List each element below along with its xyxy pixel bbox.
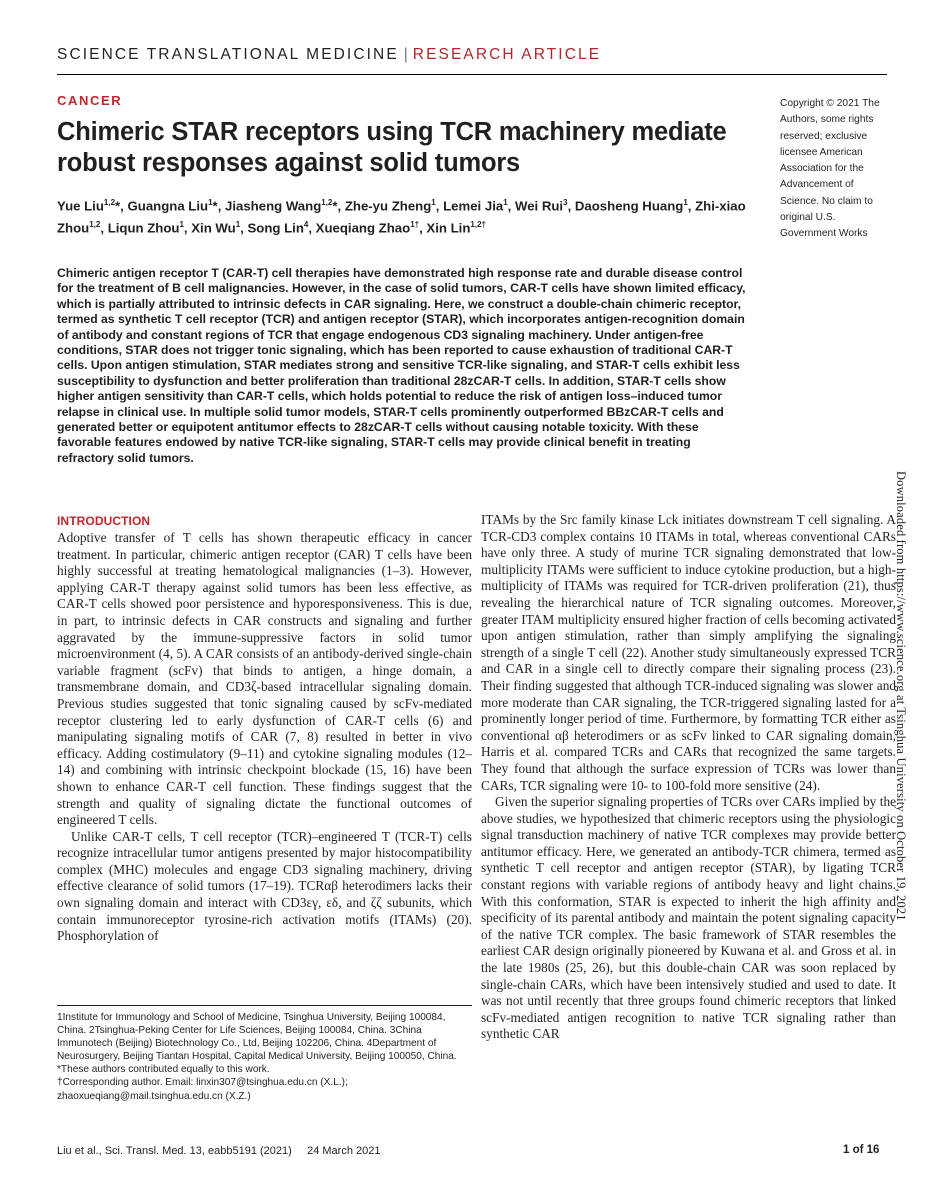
journal-header [57, 46, 601, 64]
author-affiliation-mark: 1,2† [470, 220, 486, 230]
abstract-text: Chimeric antigen receptor T (CAR-T) cell therapies have demonstrated high response rate and durable disease control for the treatment of B cell malignancies. However, in the case of solid tumors, CAR-T cells have shown limited efficacy, which is partially attributed to intrinsic defects in CAR signaling. Here, we construct a double-chain chimeric receptor, termed as synthetic T cell receptor (TCR) and antigen receptor (STAR), which incorporates antigen-recognition domain of antibody and constant regions of TCR that engage endogenous CD3 signaling machinery. Under antigen-free conditions, STAR does not trigger tonic signaling, which has been reported to cause exhaustion of traditional CAR-T cells. Upon antigen stimulation, STAR mediates strong and sensitive TCR-like signaling, and STAR-T cells exhibit less susceptibility to dysfunction and better proliferation than traditional 28zCAR-T cells. In addition, STAR-T cells show higher antigen sensitivity than CAR-T cells, which holds potential to reduce the risk of antigen loss–induced tumor relapse in clinical use. In multiple solid tumor models, STAR-T cells prominently outperformed BBzCAR-T cells and generated better or equipotent antitumor effects to 28zCAR-T cells without causing notable toxicity. With these favorable features endowed by native TCR-like signaling, STAR-T cells may provide clinical benefit in treating refractory solid tumors. [57, 266, 746, 465]
author-name: Xueqiang Zhao [315, 220, 411, 236]
section-tag: CANCER [57, 93, 123, 108]
corresponding-author-footnote: †Corresponding author. Email: linxin307@tsinghua.edu.cn (X.L.); zhaoxueqiang@mail.tsinghua.edu.cn (X.Z.) [57, 1077, 348, 1102]
header-separator: | [403, 46, 408, 63]
author-name: Guangna Liu [127, 198, 209, 214]
page-number: 1 of 16 [843, 1144, 880, 1156]
author-list: Yue Liu$^{1,2}$*, Guangna Liu$^1$*, Jiasheng Wang$^{1,2}$*, Zhe-yu Zheng$^1$, Lemei Jia$^1$, Wei Rui$^3$, Daosheng Huang$^1$, Zhi-xiao Zhou$^{1,2}$, Liqun Zhou$^1$, Xin Wu$^1$, Song Lin$^4$, Xueqiang Zhao$^{1\dagger}$, Xin Lin$^{1,2\dagger}$ [57, 198, 746, 236]
body-column-left [57, 512, 472, 945]
author-affiliation-mark: 1 [431, 198, 436, 207]
author-affiliation-mark: 1,2 [103, 198, 116, 207]
affiliations-footnote: 1Institute for Immunology and School of Medicine, Tsinghua University, Beijing 100084, China. 2Tsinghua-Peking Center for Life Sciences, Beijing 100084, China. 3China Immunotech (Beijing) Biotechnology Co., Ltd, Beijing 102206, China. 4Department of Neurosurgery, Beijing Tiantan Hospital, Capital Medical University, Beijing 100050, China. [57, 1012, 457, 1063]
author-affiliation-mark: 1 [235, 220, 241, 230]
header-rule [57, 74, 887, 75]
footnotes [57, 1011, 475, 1103]
article-type: RESEARCH ARTICLE [412, 46, 602, 63]
footer-citation: Liu et al., Sci. Transl. Med. 13, eabb5191 (2021) 24 March 2021 [57, 1145, 381, 1157]
author-equal-mark: * [115, 198, 121, 214]
author-affiliation-mark: 1 [503, 198, 508, 207]
author-name: Xin Lin [426, 220, 471, 236]
body-paragraph: Unlike CAR-T cells, T cell receptor (TCR)–engineered T (TCR-T) cells recognize intracellular tumor antigens presented by major histocompatibility complex (MHC) molecules and engage CD3 signaling machinery, driving effective clearance of solid tumors (17–19). TCRαβ heterodimers lacks their own signaling domain and interact with CD3εγ, εδ, and ζζ subunits, which contain immunoreceptor tyrosine-rich activation motifs (ITAMs) (20). Phosphorylation of [57, 828, 472, 944]
author-affiliation-mark: 1,2 [321, 198, 333, 207]
author-affiliation-mark: 1 [208, 198, 213, 207]
body-paragraph: Adoptive transfer of T cells has shown therapeutic efficacy in cancer treatment. In particular, chimeric antigen receptor (CAR) T cells have been highly successful at treating hematological malignancies (1–3). However, applying CAR-T therapy against solid tumors has been less effective, as CAR-T cells showed poor persistence and hyporesponsiveness. This is due, in part, to intrinsic defects in CAR constructs and signaling and further aggravated by the immune-suppressive factors in solid tumor microenvironment (4, 5). A CAR consists of an antibody-derived single-chain variable fragment (scFv) that binds to antigen, a hinge domain, a transmembrane domain, and CD3ζ-based intracellular signaling domain. Previous studies suggested that tonic signaling caused by scFv-mediated receptor clustering led to early dysfunction of CAR-T cells (6) and manipulating signaling motifs of CAR (7, 8) resulted in better in vivo efficacy. Adding costimulatory (9–11) and cytokine signaling modules (12–14) and combining with intrinsic checkpoint blockade (15, 16) have been shown to enhance CAR-T cell function. These findings suggest that the strength and quality of signaling dictate the functional outcomes of engineered T cells. [57, 530, 472, 828]
abstract [57, 266, 749, 466]
introduction-heading: INTRODUCTION [57, 514, 151, 528]
download-side-note: Downloaded from https://www.science.org at Tsinghua University on October 19, 2021 [894, 471, 908, 921]
author-affiliation-mark: 4 [303, 220, 309, 230]
author-name: Liqun Zhou [107, 220, 180, 236]
author-name: Xin Wu [191, 220, 236, 236]
author-name: Zhi-xiao Zhou [57, 198, 746, 236]
author-affiliation-mark: 3 [563, 198, 568, 207]
body-paragraph: ITAMs by the Src family kinase Lck initiates downstream T cell signaling. A TCR-CD3 complex contains 10 ITAMs in total, whereas conventional CARs have only three. A study of murine TCR signaling demonstrated that low-multiplicity ITAMs were sufficient to induce cytokine production, but a high-multiplicity of ITAMs was required for TCR-driven proliferation (21), thus revealing the hierarchical nature of TCR signaling outcomes. Moreover, greater ITAM multiplicity ensured higher fraction of cells becoming activated upon antigen stimulation, rather than simply amplifying the signaling strength of a single T cell (22). Another study simultaneously expressed TCR and CAR in a single cell to directly compare their signaling process (23). Their finding suggested that although TCR-induced signaling was slower and more moderate than CAR signaling, the TCR-triggered signaling lasted for a prominently longer period of time. Furthermore, by formatting TCR either as conventional αβ heterodimers or as scFv linked to CAR signaling domain, Harris et al. compared TCRs and CARs that recognized the same targets. They found that although the surface expression of TCRs was lower than CARs, TCR signaling were 10- to 100-fold more sensitive (24). [481, 512, 896, 793]
author-name: Song Lin [247, 220, 304, 236]
author-affiliation-mark: 1 [683, 198, 688, 207]
copyright-notice: Copyright © 2021 The Authors, some rights reserved; exclusive licensee American Association for the Advancement of Science. No claim to original U.S. Government Works [780, 98, 880, 240]
footnote-rule [57, 1005, 472, 1006]
equal-contribution-footnote: *These authors contributed equally to this work. [57, 1064, 270, 1076]
author-equal-mark: * [212, 198, 218, 214]
author-name: Yue Liu [57, 198, 104, 214]
journal-name: SCIENCE TRANSLATIONAL MEDICINE [57, 46, 399, 63]
author-name: Lemei Jia [443, 198, 504, 214]
author-equal-mark: * [332, 198, 338, 214]
author-name: Daosheng Huang [574, 198, 684, 214]
author-affiliation-mark: 1 [179, 220, 184, 230]
author-name: Wei Rui [514, 198, 564, 214]
author-affiliation-mark: 1† [410, 220, 420, 230]
article-title: Chimeric STAR receptors using TCR machinery mediate robust responses against solid tumors [57, 118, 727, 177]
body-column-right [481, 512, 896, 1043]
author-name: Zhe-yu Zheng [344, 198, 432, 214]
author-name: Jiasheng Wang [225, 198, 322, 214]
author-affiliation-mark: 1,2 [89, 220, 101, 230]
body-paragraph: Given the superior signaling properties of TCRs over CARs implied by the above studies, we hypothesized that chimeric receptors using the physiologic signal transduction machinery of native TCR complexes may provide better antitumor efficacy. Here, we generated an antibody-TCR chimera, termed as synthetic T cell receptor and antigen receptor (STAR), by ligating TCR constant regions with variable regions of antibody heavy and light chains. With this conformation, STAR is expected to inherit the high affinity and specificity of its parental antibody and maintain the potent signaling capacity of the native TCR complex. The basic framework of STAR resembles the earliest CAR design originally pioneered by Kuwana et al. and Gross et al. in the late 1980s (25, 26), but this double-chain CAR was soon replaced by single-chain CARs, which have been intensively studied and used to date. It was not until recently that three groups found chimeric receptors that linked scFv-mediated antigen recognition to native TCR signaling rather than synthetic CAR [481, 794, 896, 1042]
